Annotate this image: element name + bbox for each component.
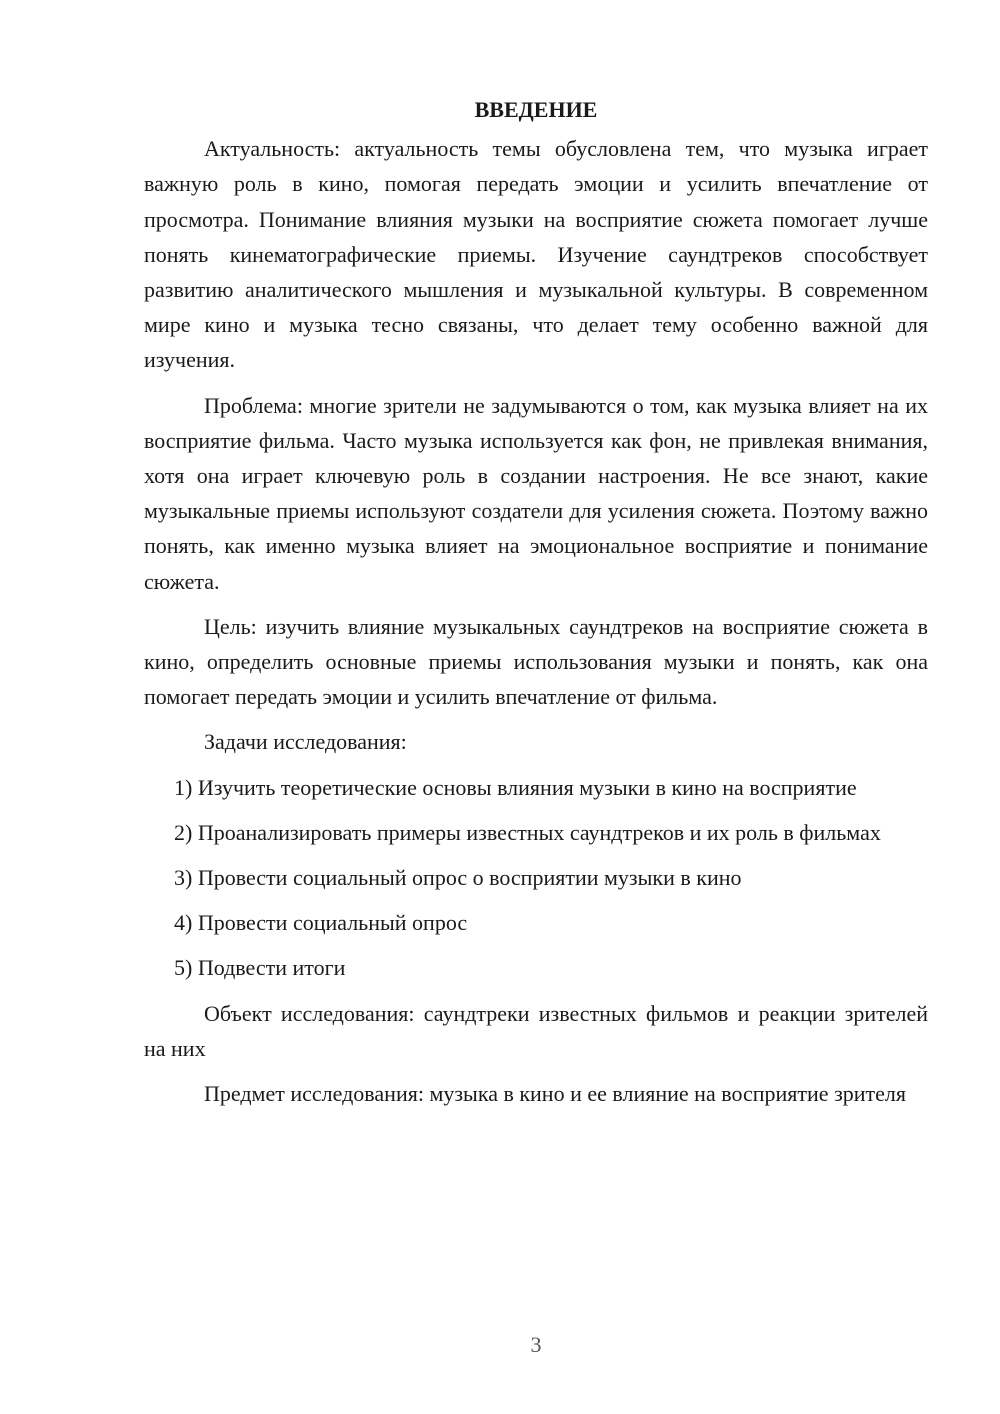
task-item-1: 1) Изучить теоретические основы влияния музыки в кино на восприятие (174, 774, 857, 800)
goal-paragraph: Цель: изучить влияние музыкальных саундтреков на восприятие сюжета в кино, определить основные приемы использования музыки и понять, как она помогает передать эмоции и усилить впечатление от фильма. (144, 613, 928, 710)
relevance-paragraph: Актуальность: актуальность темы обусловлена тем, что музыка играет важную роль в кино, помогая передать эмоции и усилить впечатление от просмотра. Понимание влияния музыки на восприятие сюжета помогает лучше понять кинематографические приемы. Изучение саундтреков способствует развитию аналитического мышления и музыкальной культуры. В современном мире кино и музыка тесно связаны, что делает тему особенно важной для изучения. (144, 136, 928, 373)
subject-paragraph: Предмет исследования: музыка в кино и ее влияние на восприятие зрителя (204, 1081, 907, 1107)
section-heading: ВВЕДЕНИЕ (474, 97, 598, 122)
task-item-3: 3) Провести социальный опрос о восприятии музыки в кино (174, 865, 742, 891)
task-item-2: 2) Проанализировать примеры известных саундтреков и их роль в фильмах (174, 819, 881, 845)
problem-paragraph: Проблема: многие зрители не задумываются о том, как музыка влияет на их восприятие фильма. Часто музыка используется как фон, не привлекая внимания, хотя она играет ключевую роль в создании настроения. Не все знают, какие музыкальные приемы используют создатели для усиления сюжета. Поэтому важно понять, как именно музыка влияет на эмоциональное восприятие и понимание сюжета. (144, 392, 928, 594)
page-number: 3 (530, 1332, 542, 1357)
page-content (144, 92, 928, 1121)
tasks-title: Задачи исследования: (204, 729, 407, 755)
task-item-4: 4) Провести социальный опрос (174, 910, 468, 936)
task-item-5: 5) Подвести итоги (174, 955, 346, 981)
object-paragraph: Объект исследования: саундтреки известных фильмов и реакции зрителей на них (144, 1000, 928, 1061)
